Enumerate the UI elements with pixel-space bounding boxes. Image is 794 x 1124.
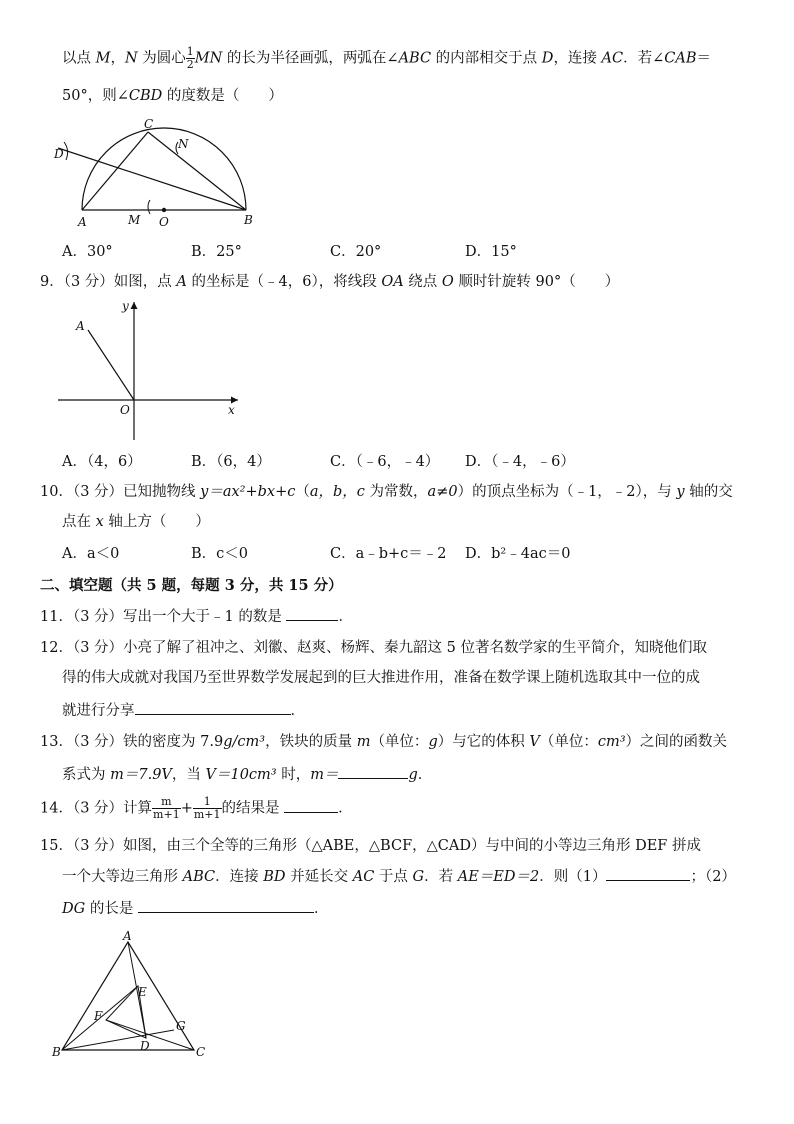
q14-answer-blank[interactable] (284, 798, 338, 813)
label-N: N (178, 137, 189, 151)
q8-option-a[interactable]: A．30° (62, 244, 113, 260)
label-O: O (159, 215, 169, 229)
label-E: E (138, 985, 147, 999)
label-A: A (76, 319, 85, 333)
ray-BD (58, 148, 246, 210)
q10-option-a[interactable]: A．a＜0 (62, 546, 120, 562)
center-point-O (162, 208, 166, 212)
label-D: D (140, 1039, 150, 1053)
label-D: D (54, 147, 64, 161)
label-x: x (228, 403, 235, 417)
q15-stem-line2: 一个大等边三角形 ABC．连接 BD 并延长交 AC 于点 G．若 AE＝ED＝2．则（1） ；（2） (62, 866, 736, 887)
q13-stem-line2: 系式为 m＝7.9V，当 V＝10cm³ 时，m＝ g． (62, 764, 432, 785)
q9-stem: 9．（3 分）如图，点 A 的坐标是（﹣4，6），将线段 OA 绕点 O 顺时针旋转 90°（ ） (40, 274, 620, 290)
label-C: C (196, 1045, 206, 1059)
q12-stem-line1: 12．（3 分）小亮了解了祖冲之、刘徽、赵爽、杨辉、秦九韶这 5 位著名数学家的生平简介，知晓他们取 (40, 640, 707, 656)
q14-stem: 14．（3 分）计算 $\frac{m}{m+1}$ + $\frac{1}{m+1}$ 的结果是 ． (40, 795, 353, 821)
label-C: C (144, 117, 154, 131)
q10-stem-line2: 点在 x 轴上方（ ） (62, 514, 210, 530)
q15-triangle-figure (50, 928, 210, 1062)
q9-option-b[interactable]: B．（6，4） (191, 454, 271, 470)
label-B: B (244, 213, 253, 227)
label-O: O (120, 403, 130, 417)
label-A: A (123, 929, 132, 943)
fraction-m-over-m-plus-1: $\frac{m}{m+1}$ (153, 795, 180, 821)
segment-BG (62, 1030, 174, 1050)
q12-answer-blank[interactable] (135, 700, 291, 715)
q10-option-b[interactable]: B．c＜0 (191, 546, 249, 562)
label-y: y (122, 299, 129, 313)
fraction-half: $\frac{1}{2}$ (186, 45, 194, 71)
q8-semicircle-figure (52, 114, 272, 230)
q8-stem-line2: 50°，则∠CBD 的度数是（ ） (62, 88, 283, 104)
q12-stem-line2: 得的伟大成就对我国乃至世界数学发展起到的巨大推进作用，准备在数学课上随机选取其中一位的成 (62, 670, 700, 686)
q10-stem-line1: 10．（3 分）已知抛物线 y＝ax²+bx+c（a，b，c 为常数，a≠0）的顶点坐标为（﹣1，﹣2），与 y 轴的交 (40, 484, 733, 500)
arc-mark-M (148, 200, 150, 214)
section-title: 二、填空题（共 5 题，每题 3 分，共 15 分） (40, 577, 343, 594)
q15-stem-line3: DG 的长是 ． (62, 898, 328, 919)
q8-option-d[interactable]: D．15° (465, 244, 517, 260)
q15-answer-blank-1[interactable] (606, 866, 690, 881)
fraction-1-over-m-plus-1: $\frac{1}{m+1}$ (193, 795, 221, 821)
semicircle-arc (82, 128, 246, 210)
chord-CB (148, 132, 246, 210)
q8-stem-line1: 以点 M，N 为圆心 $\frac{1}{2}$ MN 的长为半径画弧，两弧在∠ABC 的内部相交于点 D，连接 AC．若∠CAB＝ (62, 45, 712, 71)
q13-stem-line1: 13．（3 分）铁的密度为 7.9g/cm³，铁块的质量 m（单位：g）与它的体积 V（单位：cm³）之间的函数关 (40, 734, 728, 750)
label-B: B (52, 1045, 61, 1059)
label-G: G (176, 1019, 186, 1033)
q15-answer-blank-2[interactable] (138, 898, 314, 913)
q11-stem: 11．（3 分）写出一个大于﹣1 的数是 ． (40, 606, 353, 627)
q9-coordinate-figure (52, 296, 252, 446)
label-A: A (78, 215, 87, 229)
q8-option-c[interactable]: C．20° (330, 244, 382, 260)
q9-option-c[interactable]: C．（﹣6，﹣4） (330, 454, 440, 470)
q12-stem-line3: 就进行分享 ． (62, 700, 305, 721)
q8-option-b[interactable]: B．25° (191, 244, 242, 260)
q11-answer-blank[interactable] (286, 606, 338, 621)
q13-answer-blank[interactable] (338, 764, 408, 779)
label-F: F (94, 1009, 103, 1023)
segment-OA (88, 330, 134, 400)
label-M: M (128, 213, 141, 227)
q10-option-d[interactable]: D．b²﹣4ac＝0 (465, 546, 571, 562)
q9-option-d[interactable]: D．（﹣4，﹣6） (465, 454, 575, 470)
q10-option-c[interactable]: C．a﹣b+c＝﹣2 (330, 546, 447, 562)
q15-stem-line1: 15．（3 分）如图，由三个全等的三角形（△ABE，△BCF，△CAD）与中间的小等边三角形 DEF 拼成 (40, 838, 701, 854)
q9-option-a[interactable]: A．（4，6） (62, 454, 142, 470)
